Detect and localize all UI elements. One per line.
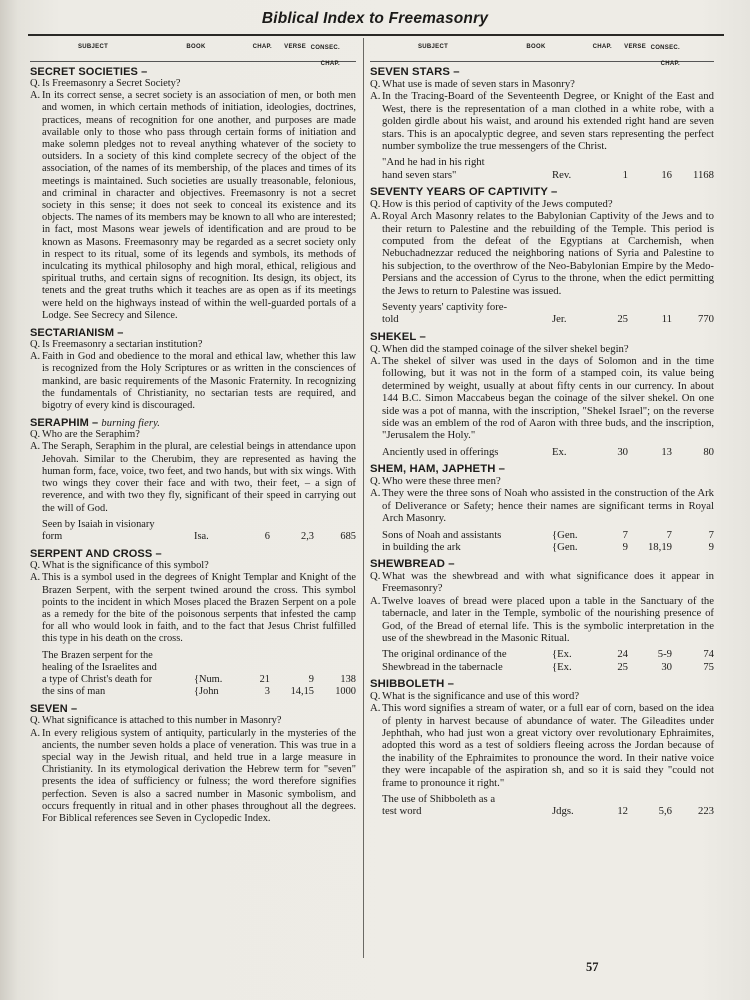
reference-consecutive-chapter: 1168: [693, 168, 714, 181]
entry-term: [370, 678, 714, 690]
entry-term: [30, 327, 356, 339]
question-label: Q.: [30, 715, 41, 727]
question-text: Is Freemasonry a Secret Society?: [42, 78, 181, 89]
index-entry: [30, 703, 356, 825]
question-label: Q.: [30, 78, 41, 89]
reference-description: Anciently used in offerings: [382, 445, 499, 458]
question: [370, 570, 714, 595]
col-chap: CHAP.: [592, 44, 612, 50]
reference-verse: 5,6: [658, 805, 672, 818]
right-entries: [370, 66, 714, 817]
left-entries: [30, 66, 356, 825]
entry-term: [30, 703, 356, 715]
answer-label: A.: [30, 727, 41, 739]
question-label: Q.: [370, 197, 381, 210]
question-label: Q.: [370, 569, 381, 582]
answer-text: Faith in God and obedience to the moral and ethical law, whether this law is recognized from the Holy Scriptures or as written in the consciences of mankind, are basic requirements of the Masonic Fraternity. In recognizing the fundamentals of Christianity, no sectarian tests are required, and bigotry of every kind is discouraged.: [42, 351, 356, 412]
index-entry: [370, 558, 714, 673]
answer: [370, 90, 714, 152]
entry-term: [30, 548, 356, 560]
scripture-reference: [382, 529, 714, 553]
question-text: Who are the Seraphim?: [42, 429, 140, 441]
index-entry: [30, 548, 356, 698]
running-header: Biblical Index to Freemasonry: [261, 10, 489, 27]
answer-text: The Seraph, Seraphim in the plural, are celestial beings in attendance upon Jehovah. Similar to the Cherubim, they are represented as having the human form, face, voice, two feet, and two hands, but with six wings. With two wings they cover their face and with two, their feet, – a sign of reverence, and with two they fly, significant of their speed in carrying out the will of God.: [42, 441, 356, 514]
entry-term-name: SHEWBREAD –: [370, 557, 455, 570]
question-label: Q.: [30, 429, 41, 441]
question: [370, 198, 714, 210]
question: [30, 78, 356, 90]
question-text: What is the significance of this symbol?: [42, 560, 209, 572]
scripture-reference: [42, 650, 356, 699]
reference-verse: 2,3: [301, 530, 314, 542]
col-verse: VERSE: [284, 44, 306, 50]
scripture-reference: [382, 648, 714, 672]
reference-description: "And he had in his right hand seven stars": [382, 156, 485, 181]
question-text: When did the stamped coinage of the silver shekel begin?: [382, 342, 629, 355]
question-text: What is the significance and use of this word?: [382, 689, 580, 702]
answer-label: A.: [370, 487, 381, 500]
scripture-reference: [382, 301, 714, 325]
col-consec: [306, 44, 340, 67]
answer-text: In every religious system of antiquity, particularly in the mysteries of the ancients, the number seven holds a place of veneration. This was true in a special way in the Jewish ritual, and held true in a large measure in Christianity. In its etymological derivation the Hebrew term for "seven" presents the idea of sufficiency or fulness; the word therefore signifies perfection. Seven is also a sacred number in Masonic symbolism, and occurs frequently in ritual and in other phases throughout all the degrees. For Biblical references see Seven in Cyclopedic Index.: [42, 727, 356, 824]
reference-verse: 9 14,15: [290, 673, 314, 698]
reference-consecutive-chapter: 7 9: [708, 528, 714, 553]
answer-label: A.: [370, 702, 381, 715]
question: [370, 343, 714, 355]
reference-chapter: 7 9: [622, 528, 628, 553]
answer-label: A.: [370, 594, 381, 607]
entry-term-name: SEVENTY YEARS OF CAPTIVITY –: [370, 185, 558, 198]
question-text: What significance is attached to this number in Masonry?: [42, 715, 282, 727]
reference-verse: 13: [661, 445, 672, 458]
reference-consecutive-chapter: 138 1000: [335, 673, 356, 698]
answer-label: A.: [370, 90, 381, 103]
reference-chapter: 25: [617, 313, 628, 326]
scripture-reference: [382, 446, 714, 458]
col-book: BOOK: [186, 44, 206, 50]
reference-description: The Brazen serpent for the healing of the Israelites and a type of Christ's death for the sins of man: [42, 649, 157, 698]
reference-description: Sons of Noah and assistants in building the ark: [382, 528, 502, 553]
question-text: Who were these three men?: [382, 474, 501, 487]
question: [370, 690, 714, 702]
entry-term-name: SECTARIANISM –: [30, 327, 124, 340]
col-consec-1: CONSEC.: [310, 45, 340, 51]
reference-verse: 16: [661, 168, 672, 181]
index-entry: [370, 463, 714, 553]
question-label: Q.: [370, 689, 381, 702]
reference-book: {Ex. {Ex.: [552, 648, 572, 673]
reference-book: Isa.: [194, 530, 209, 542]
scripture-reference: [382, 793, 714, 817]
reference-chapter: 1: [622, 168, 628, 181]
reference-book: Rev.: [552, 168, 572, 181]
question: [30, 560, 356, 572]
entry-term-name: SEVEN –: [30, 703, 78, 716]
reference-book: {Gen. {Gen.: [552, 528, 578, 553]
reference-book: Jdgs.: [552, 805, 574, 818]
index-entry: [370, 331, 714, 458]
index-entry: [30, 66, 356, 322]
entry-term: [370, 463, 714, 475]
column-header-left: [30, 40, 356, 67]
answer-text: Royal Arch Masonry relates to the Babylonian Captivity of the Jews and to their return to Palestine and the rebuilding of the Temple. This period is computed from the defeat of the Egyptians at Carchemish, when Nebuchadnezzar reduced the neighboring nations of Syria and Palestine to his subjection, to the overthrow of the Neo-Babylonian Empire by the Medo-Persians and the accession of Cyrus to the throne, when the edict permitting the Jews to return to Palestine was issued.: [382, 210, 714, 297]
page-number: 57: [586, 960, 599, 974]
reference-verse: 5-9 30: [657, 648, 672, 673]
col-consec-2: CHAP.: [660, 61, 680, 67]
answer: [370, 355, 714, 442]
col-subject: SUBJECT: [77, 44, 109, 50]
index-entry: [370, 66, 714, 181]
reference-consecutive-chapter: 223: [697, 805, 714, 818]
answer: [30, 351, 356, 412]
reference-verse: 7 18,19: [647, 528, 672, 553]
question: [30, 429, 356, 441]
answer-text: Twelve loaves of bread were placed upon a table in the Sanctuary of the tabernacle, and later in the Temple, symbolic of the nourishing presence of God, of the Bread of eternal life. This is the symbolic interpretation in the use of the shewbread in the Masonic Ritual.: [382, 594, 714, 645]
question-text: Is Freemasonry a sectarian institution?: [42, 339, 203, 351]
answer-text: In its correct sense, a secret society is an association of men, or both men and women, in which certain methods of initiation, ideologies, doctrines, practices, means of recognition for one another, and purposes are made available only to those who pass through certain forms of initiation and make solemn pledges not to reveal anything whatever of the society to outsiders. In a society of this kind complete secrecy of the object of the association, of the names of its membership, of the places and times of its meetings is maintained. Such societies are usually treasonable, felonious, and criminal in character and objectives. Freemasonry is not a secret society in this sense; it does not seek to conceal its existence and its objects. The names of its members may be known to all who are interested; in fact, most Masons wear jewels of identification and are proud to be known as Masons. Freemasonry may be regarded as a secret society only in respect to its ritual, some of its legends and symbols, its methods of inculcating its mythical philosophy and high moral, ethical, religious and spiritual truths, and certain signs of recognition. Its design, its object, its tenets and the great truths which it teaches are as open as if its meetings were held on the highways instead of within the well-guarded portals of a Lodge. See Secrecy and Silence.: [42, 90, 356, 321]
left-column: [30, 40, 356, 830]
entry-term-name: SERAPHIM –: [30, 417, 99, 430]
reference-chapter: 6: [264, 530, 270, 542]
question: [370, 78, 714, 90]
question: [30, 715, 356, 727]
reference-chapter: 30: [617, 445, 628, 458]
answer-label: A.: [30, 572, 41, 584]
col-verse: VERSE: [624, 44, 646, 50]
reference-chapter: 24 25: [617, 648, 628, 673]
reference-verse: 11: [661, 313, 672, 326]
column-divider: [363, 38, 364, 958]
question-label: Q.: [370, 342, 381, 355]
answer-text: In the Tracing-Board of the Seventeenth Degree, or Knight of the East and West, there is the representation of a man clothed in a white robe, with a golden girdle about his waist, and around his extended right hand are seven stars. This is an apocalyptic degree, and seven stars representing the perfect number symbolize the true messengers of the Christ.: [382, 90, 714, 153]
answer-label: A.: [370, 354, 381, 367]
question-text: How is this period of captivity of the Jews computed?: [382, 197, 613, 210]
answer-label: A.: [30, 441, 41, 453]
entry-term-name: SHEKEL –: [370, 330, 426, 343]
col-consec-1: CONSEC.: [650, 45, 680, 51]
reference-description: The use of Shibboleth as a test word: [382, 793, 496, 818]
reference-description: Seen by Isaiah in visionary form: [42, 518, 155, 542]
reference-consecutive-chapter: 770: [697, 313, 714, 326]
index-entry: [30, 417, 356, 543]
answer: [30, 90, 356, 322]
reference-consecutive-chapter: 80: [703, 445, 714, 458]
answer-label: A.: [370, 210, 381, 223]
question-label: Q.: [30, 560, 41, 572]
answer: [30, 441, 356, 514]
right-column: [370, 40, 714, 822]
index-entry: [30, 327, 356, 412]
question-label: Q.: [370, 474, 381, 487]
answer: [370, 702, 714, 789]
entry-term-name: SHEM, HAM, JAPHETH –: [370, 462, 506, 475]
column-header-right: [370, 40, 714, 67]
answer-text: This word signifies a stream of water, or a full ear of corn, based on the idea of plenty in harvest because of abundance of water. The Gileadites under Jephthah, who had just won a great victory over revolutionary Ephraimites, adopted this word as a test of soldiers fleeing across the Jordan because of the inability of the Ephraimites to pronounce the word. In their native voice they were incapable of the aspiration sh, and so it is said they "could not frame to pronounce it right.": [382, 702, 714, 789]
question-label: Q.: [30, 339, 41, 351]
question: [370, 475, 714, 487]
reference-consecutive-chapter: 74 75: [703, 648, 714, 673]
header-rule: [28, 34, 724, 36]
col-subject: SUBJECT: [417, 44, 449, 50]
answer: [30, 572, 356, 645]
answer-label: A.: [30, 90, 41, 102]
question-label: Q.: [370, 78, 381, 90]
scripture-reference: [382, 156, 714, 180]
reference-chapter: 21 3: [259, 673, 270, 698]
answer: [30, 728, 356, 826]
entry-term-name: SECRET SOCIETIES –: [30, 66, 148, 78]
answer: [370, 210, 714, 297]
entry-term-meaning: burning fiery.: [101, 418, 160, 430]
entry-term-name: SHIBBOLETH –: [370, 677, 455, 690]
reference-chapter: 12: [617, 805, 628, 818]
col-chap: CHAP.: [252, 44, 272, 50]
scripture-reference: [42, 519, 356, 543]
reference-description: The original ordinance of the Shewbread in the tabernacle: [382, 648, 507, 673]
answer: [370, 595, 714, 645]
entry-term-name: SERPENT AND CROSS –: [30, 548, 162, 561]
col-book: BOOK: [526, 44, 546, 50]
reference-description: Seventy years' captivity fore- told: [382, 301, 508, 326]
entry-term: [370, 186, 714, 198]
col-consec: [646, 44, 680, 67]
entry-term-name: SEVEN STARS –: [370, 66, 460, 78]
answer-label: A.: [30, 351, 41, 363]
answer-text: They were the three sons of Noah who assisted in the construction of the Ark of Deliverance or Safety; hence their names are significant terms in Royal Arch Masonry.: [382, 487, 714, 525]
reference-book: {Num. {John: [194, 673, 223, 698]
answer: [370, 487, 714, 524]
question: [30, 339, 356, 351]
index-entry: [370, 186, 714, 326]
reference-consecutive-chapter: 685: [340, 530, 356, 542]
entry-term: [370, 558, 714, 570]
reference-book: Ex.: [552, 445, 567, 458]
index-entry: [370, 678, 714, 818]
question-text: What use is made of seven stars in Masonry?: [382, 78, 575, 90]
col-consec-2: CHAP.: [320, 61, 340, 67]
answer-text: This is a symbol used in the degrees of Knight Templar and Knight of the Brazen Serpent, with the serpent twined around the cross. This symbol points to the incident in which Moses placed the Brazen Serpent on a pole as a remedy for the bite of the poisonous serpents that infested the camp for all who would look in faith, and to the fact that Jesus Christ fulfilled this type in his death on the cross.: [42, 572, 356, 645]
reference-book: Jer.: [552, 313, 567, 326]
entry-term: [370, 331, 714, 343]
question-text: What was the shewbread and with what significance does it appear in Freemasonry?: [382, 569, 714, 595]
entry-term: [30, 417, 356, 429]
answer-text: The shekel of silver was used in the days of Solomon and in the time following, but it was not in the form of a stamped coin, its value being determined by weight, usually at about fifty cents in our currency. In about 144 B.C. Simon Maccabeus began the coinage of the silver shekel. On one side was a pot of manna, with the inscription, "Shekel Israel"; on the reverse side was an emblem of the rod of Aaron with three buds, and the inscription, "Jerusalem the Holy.": [382, 354, 714, 442]
